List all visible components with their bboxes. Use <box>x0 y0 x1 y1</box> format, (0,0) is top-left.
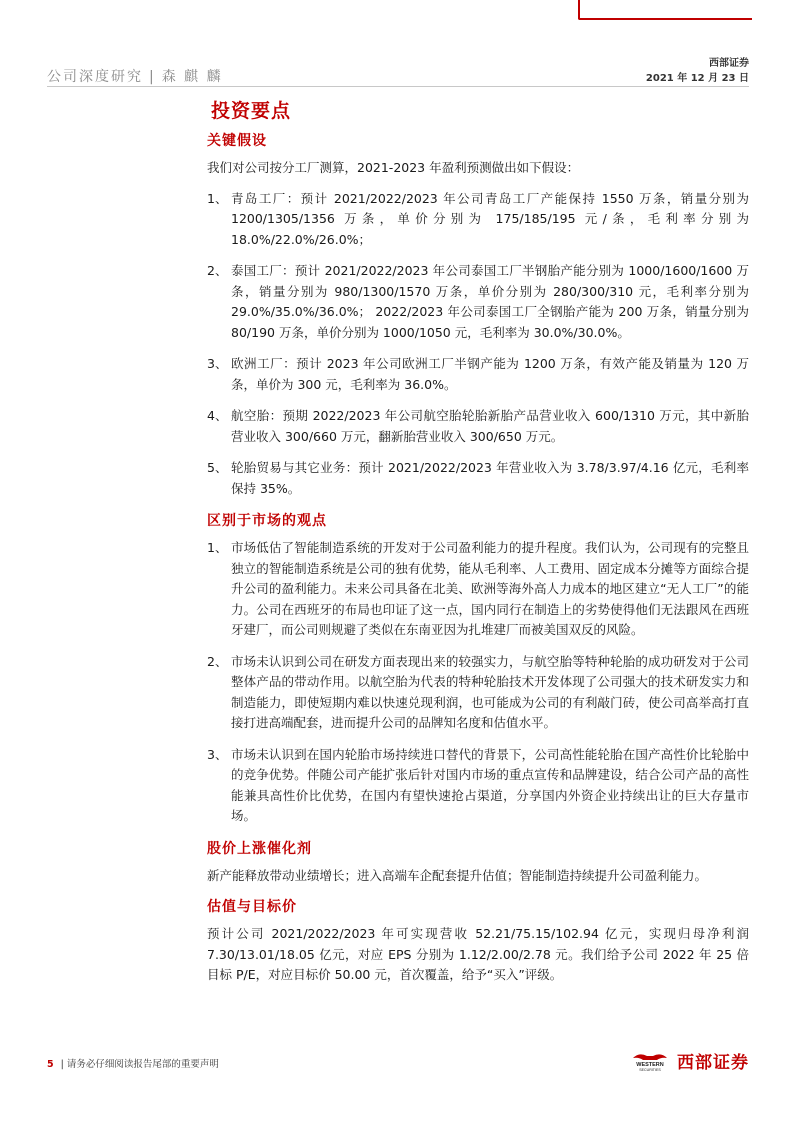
logo-en-line1: WESTERN <box>636 1061 664 1068</box>
list-text: 泰国工厂：预计 2021/2022/2023 年公司泰国工厂半钢胎产能分别为 1000/1600/1600 万条，销量分别为 980/1300/1570 万条，单价分别为 280/300/310 元，毛利率分别为 29.0%/35.0%/36.0%； 2022/2023 年公司泰国工厂全钢胎产能为 200 万条，销量分别为 80/190 万条，单价分别为 1000/1050 元，毛利率为 30.0%/30.0%。 <box>231 263 749 340</box>
section-heading: 估值与目标价 <box>207 899 297 915</box>
section-heading: 关键假设 <box>207 133 267 149</box>
list-item <box>207 652 749 734</box>
main-content <box>207 130 749 996</box>
list-item <box>207 406 749 447</box>
report-date: 2021 年 12 月 23 日 <box>645 73 749 84</box>
list-item <box>207 458 749 499</box>
paragraph: 新产能释放带动业绩增长；进入高端车企配套提升估值；智能制造持续提升公司盈利能力。 <box>207 867 708 883</box>
section-heading: 股价上涨催化剂 <box>207 840 312 857</box>
list-text: 欧洲工厂：预计 2023 年公司欧洲工厂半钢产能为 1200 万条，有效产能及销量为 120 万条，单价为 300 元，毛利率为 36.0%。 <box>231 356 749 392</box>
list-number: 1、 <box>207 540 228 555</box>
header-meta <box>646 56 749 86</box>
list-text: 青岛工厂：预计 2021/2022/2023 年公司青岛工厂产能保持 1550 万条，销量分别为 1200/1305/1356 万条，单价分别为 175/185/195 元/条，毛利率分别为 18.0%/22.0%/26.0%； <box>231 190 749 247</box>
list-item <box>207 261 749 343</box>
list-text: 市场未认识到在国内轮胎市场持续进口替代的背景下，公司高性能轮胎在国产高性价比轮胎中的竞争优势。伴随公司产能扩张后针对国内市场的重点宣传和品牌建设，结合公司产品的高性能兼具高性价比优势，在国内有望快速抢占渠道，分享国内外资企业持续出让的巨大存量市场。 <box>231 746 749 823</box>
header-divider <box>47 86 749 87</box>
list-item <box>207 745 749 827</box>
logo-cn-text: 西部证券 <box>677 1053 749 1073</box>
page-title: 投资要点 <box>211 100 292 122</box>
list-text: 轮胎贸易与其它业务：预计 2021/2022/2023 年营业收入为 3.78/3.97/4.16 亿元，毛利率保持 35%。 <box>231 460 749 496</box>
page-footer <box>47 1052 749 1074</box>
list-text: 市场未认识到公司在研发方面表现出来的较强实力，与航空胎等特种轮胎的成功研发对于公司整体产品的带动作用。以航空胎为代表的特种轮胎技术开发体现了公司强大的技术研发实力和制造能力，即使短期内难以快速兑现利润，也可能成为公司的有利敲门砖，使公司高举高打直接打进高端配套，进而提升公司的品牌知名度和估值水平。 <box>231 653 749 730</box>
page-number: 5 <box>47 1059 54 1070</box>
report-type: 公司深度研究 <box>47 69 143 85</box>
footer-separator: | <box>60 1059 64 1070</box>
list-number: 3、 <box>207 356 228 371</box>
list-number: 5、 <box>207 460 228 475</box>
list-item <box>207 354 749 395</box>
top-corner-rule <box>578 0 752 20</box>
header-separator: | <box>149 69 156 85</box>
footer-disclaimer <box>47 1056 219 1070</box>
list-number: 2、 <box>207 653 228 669</box>
list-number: 4、 <box>207 408 228 423</box>
list-item <box>207 538 749 641</box>
list-number: 2、 <box>207 263 228 278</box>
list-number: 1、 <box>207 190 228 206</box>
broker-logo <box>629 1048 749 1073</box>
list-text: 航空胎：预期 2022/2023 年公司航空胎轮胎新胎产品营业收入 600/1310 万元，其中新胎营业收入 300/660 万元，翻新胎营业收入 300/650 万元。 <box>231 408 749 444</box>
logo-en-line2: SECURITIES <box>639 1067 661 1072</box>
section-heading: 区别于市场的观点 <box>207 513 327 529</box>
section-market-view <box>207 510 749 827</box>
list-text: 市场低估了智能制造系统的开发对于公司盈利能力的提升程度。我们认为，公司现有的完整且独立的智能制造系统是公司的独有优势，能从毛利率、人工费用、固定成本分摊等方面综合提升公司的盈利能力。未来公司具备在北美、欧洲等海外高人力成本的地区建立“无人工厂”的能力。公司在西班牙的布局也印证了这一点，国内同行在制造上的劣势使得他们无法跟风在西班牙建厂，而公司则规避了类似在东南亚因为扎堆建厂而被美国双反的风险。 <box>231 540 749 637</box>
paragraph: 我们对公司按分工厂测算，2021-2023 年盈利预测做出如下假设： <box>207 160 580 175</box>
company-name: 森 麒 麟 <box>161 69 223 85</box>
report-header <box>47 66 223 86</box>
section-valuation <box>207 896 749 986</box>
section-catalysts <box>207 838 749 887</box>
list-item <box>207 189 749 251</box>
paragraph: 预计公司 2021/2022/2023 年可实现营收 52.21/75.15/102.94 亿元，实现归母净利润 7.30/13.01/18.05 亿元，对应 EPS 分别为 1.12/2.00/2.78 元。我们给予公司 2022 年 25 倍目标 P/E，对应目标价 50.00 元，首次覆盖，给予“买入”评级。 <box>207 926 749 982</box>
disclaimer-text: 请务必仔细阅读报告尾部的重要声明 <box>66 1059 219 1070</box>
bull-logo-icon <box>629 1050 671 1072</box>
broker-name: 西部证券 <box>709 58 749 69</box>
section-key-assumptions <box>207 130 749 499</box>
list-number: 3、 <box>207 746 228 762</box>
